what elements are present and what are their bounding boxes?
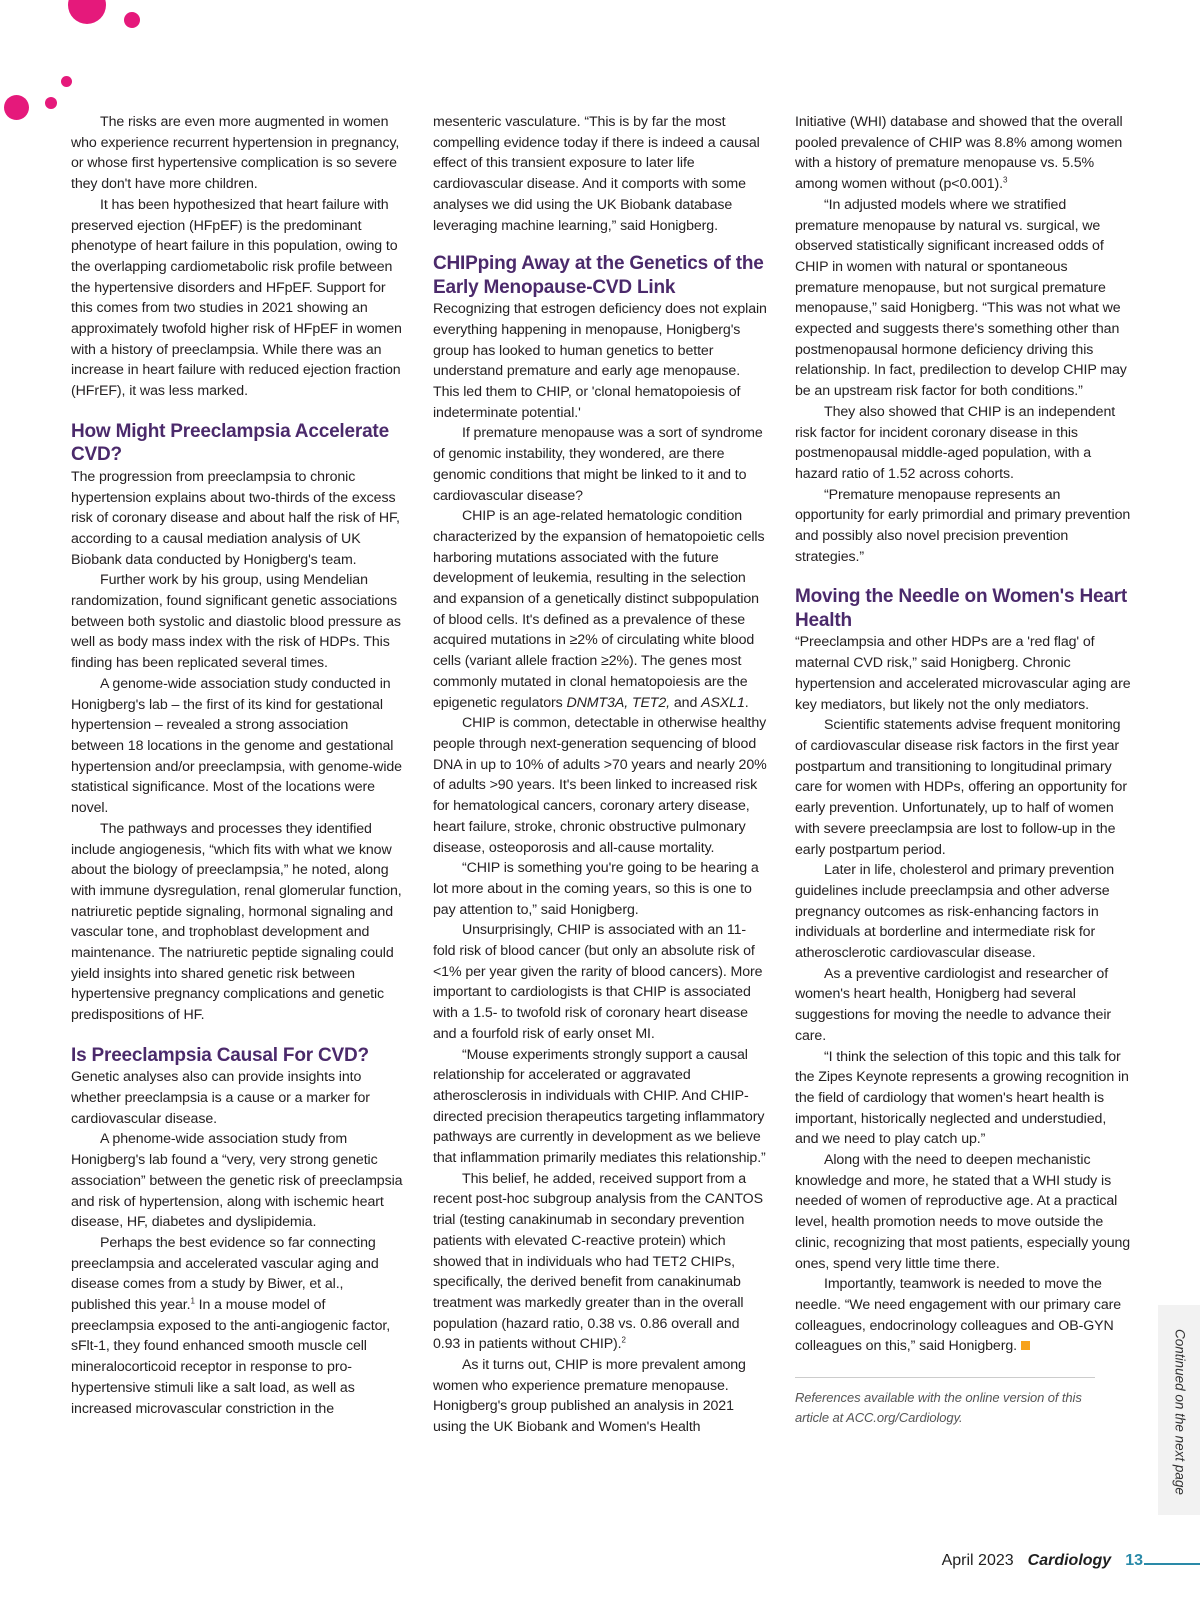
section-heading: Moving the Needle on Women's Heart Health [795, 586, 1128, 631]
section-heading: Is Preeclampsia Causal For CVD? [71, 1044, 369, 1066]
article-column-1 [71, 112, 404, 1419]
citation-marker: 1 [190, 1296, 195, 1306]
paragraph [71, 1233, 404, 1419]
paragraph: Unsurprisingly, CHIP is associated with an 11-fold risk of blood cancer (but only an absolute risk of <1% per year given the rarity of blood cancers). More important to cardiologists is that CHIP is associated with a 1.5- to twofold risk of coronary heart disease and a fourfold risk of early onset MI. [433, 922, 763, 1042]
footer-rule [1144, 1563, 1200, 1565]
paragraph: “I think the selection of this topic and this talk for the Zipes Keynote represents a growing recognition in the field of cardiology that women's heart health is important, historically neglected and understudied, and we need to play catch up.” [795, 1048, 1129, 1148]
paragraph: “Preeclampsia and other HDPs are a 'red flag' of maternal CVD risk,” said Honigberg. Chronic hypertension and accelerated microvascular aging are key mediators, but likely not the only mediators. [795, 634, 1131, 713]
section-heading: CHIPping Away at the Genetics of the Early Menopause-CVD Link [433, 253, 764, 298]
paragraph-text: Perhaps the best evidence so far connecting preeclampsia and accelerated vascular aging and disease comes from a study by Biwer, et al., published this year. [71, 1234, 379, 1314]
continued-label: Continued on the next page [1172, 1329, 1188, 1495]
paragraph: It has been hypothesized that heart failure with preserved ejection (HFpEF) is the predominant phenotype of heart failure in this population, owing to the overlapping cardiometabolic risk profile between the hypertensive disorders and HFpEF. Support for this comes from two studies in 2021 showing an approximately twofold higher risk of HFpEF in women with a history of preeclampsia. While there was an increase in heart failure with reduced ejection fraction (HFrEF), it was less marked. [71, 196, 402, 400]
article-column-3 [795, 112, 1133, 1428]
decorative-dot [61, 76, 72, 87]
page-footer [942, 1552, 1143, 1570]
paragraph: As it turns out, CHIP is more prevalent among women who experience premature menopause. Honigberg's group published an analysis in 2021 using the UK Biobank and Women's Health [433, 1357, 746, 1436]
paragraph: Further work by his group, using Mendelian randomization, found significant genetic associations between both systolic and diastolic blood pressure as well as body mass index with the risk of HDPs. This finding has been replicated several times. [71, 572, 401, 672]
paragraph: If premature menopause was a sort of syndrome of genomic instability, they wondered, are there genomic conditions that might be linked to it and to cardiovascular disease? [433, 425, 763, 504]
paragraph: A genome-wide association study conducted in Honigberg's lab – the first of its kind for gestational hypertension – revealed a strong association between 18 locations in the genome and gestational hypertension and/or preeclampsia, with genome-wide statistical significance. Most of the locations were novel. [71, 675, 402, 817]
paragraph-text: Importantly, teamwork is needed to move the needle. “We need engagement with our primary care colleagues, endocrinology colleagues and OB-GYN colleagues on this,” said Honigberg. [795, 1276, 1122, 1355]
article-column-2 [433, 112, 768, 1438]
paragraph [795, 1274, 1133, 1357]
citation-marker: 3 [1002, 175, 1008, 185]
decorative-dot [4, 95, 29, 120]
paragraph-text: Initiative (WHI) database and showed that the overall pooled prevalence of CHIP was 8.8% among women with a history of premature menopause vs. 5.5% among women without (p<0.001). [795, 114, 1123, 193]
paragraph: Recognizing that estrogen deficiency does not explain everything happening in menopause, Honigberg's group has looked to human genetics to better understand premature and early age menopause. This led them to CHIP, or 'clonal hematopoiesis of indeterminate potential.' [433, 301, 767, 421]
paragraph: “Premature menopause represents an opportunity for early primordial and primary prevention and possibly also novel precision prevention strategies.” [795, 486, 1131, 565]
paragraph: “In adjusted models where we stratified premature menopause by natural vs. surgical, we observed statistically significant increased odds of CHIP in women with natural or spontaneous premature menopause, but not surgical premature menopause,” said Honigberg. “This was not what we expected and suggests there's something other than postmenopausal hormone deficiency driving this relationship. In fact, predilection to develop CHIP may be an upstream risk factor for both conditions.” [795, 196, 1127, 400]
decorative-dot [45, 97, 57, 109]
gene-names: DNMT3A, TET2, [566, 694, 671, 711]
paragraph: A phenome-wide association study from Honigberg's lab found a “very, very strong genetic association” between the genetic risk of preeclampsia and risk of hypertension, along with ischemic heart disease, HF, diabetes and dyslipidemia. [71, 1131, 403, 1231]
paragraph: They also showed that CHIP is an independent risk factor for incident coronary disease in this postmenopausal middle-aged population, with a hazard ratio of 1.52 across cohorts. [795, 403, 1116, 482]
end-mark-icon [1021, 1341, 1030, 1350]
paragraph: “CHIP is something you're going to be hearing a lot more about in the coming years, so this is one to pay attention to,” said Honigberg. [433, 860, 759, 918]
issue-date: April 2023 [941, 1552, 1014, 1569]
paragraph: The pathways and processes they identified include angiogenesis, “which fits with what we know about the biology of preeclampsia,” he noted, along with immune dysregulation, renal glomerular function, natriuretic peptide signaling, hormonal signaling and vascular tone, and trophoblast development and maintenance. The natriuretic peptide signaling could yield insights into shared genetic risk between hypertensive pregnancy complications and genetic predispositions of HF. [71, 820, 402, 1024]
paragraph: CHIP is common, detectable in otherwise healthy people through next-generation sequencing of blood DNA in up to 10% of adults >70 years and nearly 20% of adults >90 years. It's been linked to increased risk for hematological cancers, coronary artery disease, heart failure, stroke, chronic obstructive pulmonary disease, osteoporosis and all-cause mortality. [433, 715, 767, 856]
gene-name: ASXL1 [701, 694, 745, 711]
paragraph-text: and [670, 694, 702, 711]
magazine-name: Cardiology [1027, 1552, 1112, 1569]
paragraph-text: This belief, he added, received support from a recent post-hoc subgroup analysis from the CANTOS trial (testing canakinumab in secondary prevention patients with elevated C-reactive protein) which showed that in individuals who had TET2 CHIPs, specifically, the derived benefit from canakinumab treatment was markedly greater than in the overall population (hazard ratio, 0.38 vs. 0.86 overall and 0.93 in patients without CHIP). [433, 1170, 763, 1353]
paragraph [433, 506, 768, 713]
paragraph: The progression from preeclampsia to chronic hypertension explains about two-thirds of the excess risk of coronary disease and about half the risk of HF, according to a causal mediation analysis of UK Biobank data conducted by Honigberg's team. [71, 468, 400, 568]
paragraph: mesenteric vasculature. “This is by far the most compelling evidence today if there is indeed a causal effect of this transient exposure to later life cardiovascular disease. And it comports with some analyses we did using the UK Biobank database leveraging machine learning,” said Honigberg. [433, 114, 760, 234]
paragraph [433, 1169, 768, 1355]
paragraph [795, 112, 1133, 195]
paragraph: The risks are even more augmented in women who experience recurrent hypertension in pregnancy, or whose first hypertensive complication is so severe they don't have more children. [71, 114, 400, 193]
paragraph: “Mouse experiments strongly support a causal relationship for accelerated or aggravated atherosclerosis in individuals with CHIP. And CHIP-directed precision therapeutics targeting inflammatory pathways are currently in development as we believe that inflammation primarily mediates this relationship.” [433, 1046, 766, 1167]
paragraph: Genetic analyses also can provide insights into whether preeclampsia is a cause or a marker for cardiovascular disease. [71, 1069, 370, 1127]
paragraph: Scientific statements advise frequent monitoring of cardiovascular disease risk factors in the first year postpartum and transitioning to longitudinal primary care for women with HDPs, offering an opportunity for early prevention. Unfortunately, up to half of women with severe preeclampsia are lost to follow-up in the early postpartum period. [795, 717, 1127, 858]
paragraph-text: CHIP is an age-related hematologic condition characterized by the expansion of hematopoietic cells harboring mutations associated with the future development of leukemia, resulting in the selection and expansion of a genetically distinct subpopulation of blood cells. It's defined as a prevalence of these acquired mutations in ≥2% of circulating white blood cells (variant allele fraction ≥2%). The genes most commonly mutated in clonal hematopoiesis are the epigenetic regulators [433, 508, 765, 711]
paragraph-text: In a mouse model of preeclampsia exposed to the anti-angiogenic factor, sFlt-1, they found enhanced smooth muscle cell mineralocorticoid receptor in response to pro-hypertensive stimuli like a salt load, as well as increased microvascular constriction in the [71, 1297, 391, 1417]
page-number: 13 [1125, 1552, 1143, 1569]
references-note: References available with the online version of this article at ACC.org/Cardiology. [795, 1377, 1095, 1428]
paragraph: Along with the need to deepen mechanistic knowledge and more, he stated that a WHI study is needed of women of reproductive age. At a practical level, health promotion needs to move outside the clinic, recognizing that most patients, especially young ones, spend very little time there. [795, 1152, 1131, 1272]
paragraph: Later in life, cholesterol and primary prevention guidelines include preeclampsia and other adverse pregnancy outcomes as risk-enhancing factors in individuals at borderline and intermediate risk for atherosclerotic cardiovascular disease. [795, 862, 1115, 962]
section-heading: How Might Preeclampsia Accelerate CVD? [71, 420, 389, 466]
paragraph: As a preventive cardiologist and researcher of women's heart health, Honigberg had several suggestions for moving the needle to advance their care. [795, 965, 1111, 1044]
citation-marker: 2 [621, 1335, 626, 1345]
decorative-dot [124, 12, 140, 28]
paragraph-text: . [744, 694, 749, 711]
decorative-dot [68, 0, 106, 24]
